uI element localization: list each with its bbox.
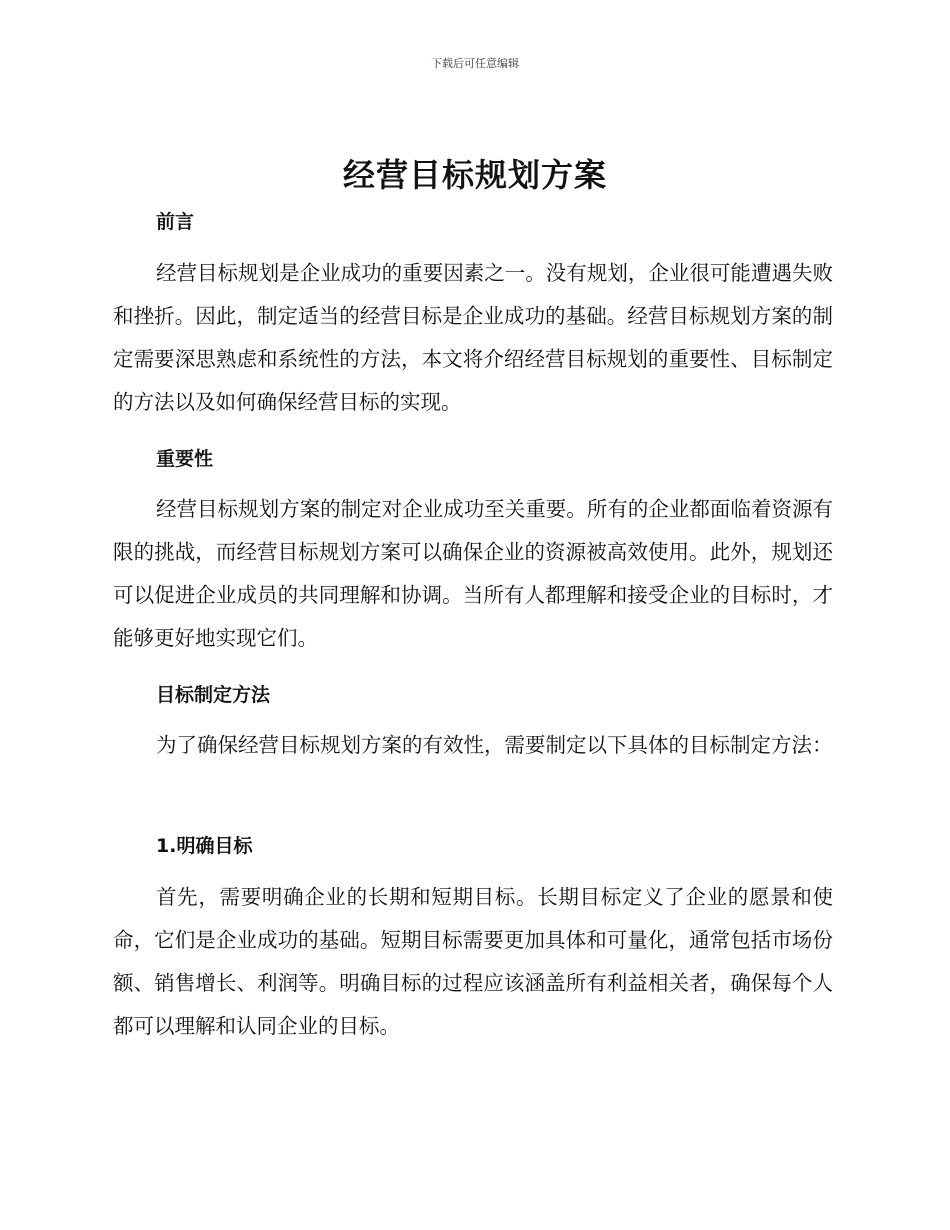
section-paragraph-methods: 为了确保经营目标规划方案的有效性，需要制定以下具体的目标制定方法： [156,733,833,757]
section-paragraph-clear-goals: 首先，需要明确企业的长期和短期目标。长期目标定义了企业的愿景和使命，它们是企业成功的基础。短期目标需要更加具体和可量化，通常包括市场份额、销售增长、利润等。明确目标的过程应该涵盖所有利益相关者，确保每个人都可以理解和认同企业的目标。 [113,885,833,1038]
section-heading-importance: 重要性 [156,448,214,470]
section-heading-preface: 前言 [156,211,195,233]
page-header-note: 下载后可任意编辑 [431,57,519,70]
document-title: 经营目标规划方案 [342,156,607,194]
section-paragraph-importance: 经营目标规划方案的制定对企业成功至关重要。所有的企业都面临着资源有限的挑战，而经营目标规划方案可以确保企业的资源被高效使用。此外，规划还可以促进企业成员的共同理解和协调。当所有人都理解和接受企业的目标时，才能够更好地实现它们。 [113,497,833,650]
section-paragraph-preface: 经营目标规划是企业成功的重要因素之一。没有规划，企业很可能遭遇失败和挫折。因此，制定适当的经营目标是企业成功的基础。经营目标规划方案的制定需要深思熟虑和系统性的方法，本文将介绍经营目标规划的重要性、目标制定的方法以及如何确保经营目标的实现。 [113,261,833,414]
section-heading-clear-goals: 1.明确目标 [156,835,253,857]
section-heading-methods: 目标制定方法 [156,684,271,706]
